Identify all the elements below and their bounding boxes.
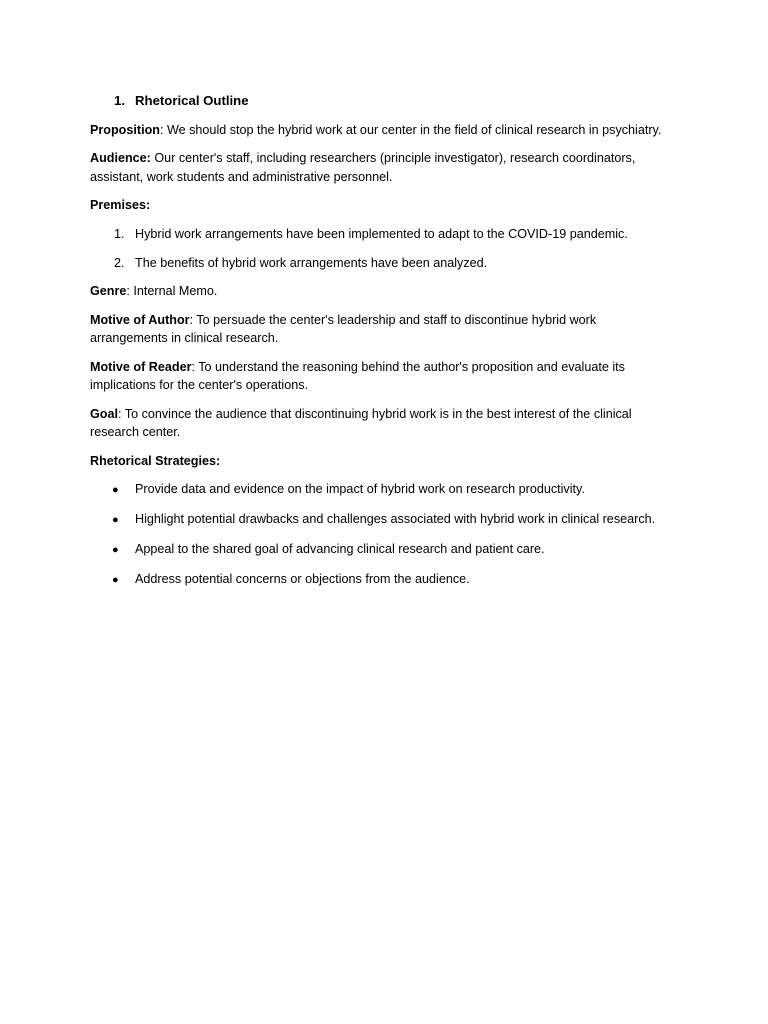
strategy-item (90, 540, 672, 560)
proposition-label: Proposition (90, 122, 160, 137)
motive-reader-text: : To understand the reasoning behind the author's proposition and evaluate its implications for the center's operations. (90, 359, 625, 392)
premises-label: Premises: (90, 198, 151, 212)
genre-text: : Internal Memo. (126, 284, 218, 298)
premise-number: 2. (114, 255, 125, 270)
premise-item (90, 254, 672, 273)
strategy-item (90, 510, 672, 530)
strategies-label-paragraph (90, 452, 672, 471)
section-heading (90, 92, 672, 111)
goal-text: : To convince the audience that discontinuing hybrid work is in the best interest of the clinical research center. (90, 406, 632, 439)
premises-label-paragraph (90, 196, 672, 215)
premises-list (90, 225, 672, 273)
genre-paragraph (90, 282, 672, 301)
audience-paragraph (90, 149, 672, 186)
proposition-paragraph (90, 121, 672, 140)
audience-label: Audience: (90, 151, 151, 165)
strategy-item (90, 480, 672, 500)
premise-text: The benefits of hybrid work arrangements have been analyzed. (135, 255, 488, 270)
premise-number: 1. (114, 226, 125, 241)
heading-title: Rhetorical Outline (135, 93, 249, 108)
motive-reader-label: Motive of Reader (90, 359, 192, 374)
strategy-item (90, 570, 672, 590)
strategy-text: Appeal to the shared goal of advancing clinical research and patient care. (135, 542, 545, 556)
bullet-icon: ● (112, 574, 119, 586)
motive-author-text: : To persuade the center's leadership and staff to discontinue hybrid work arrangements in clinical research. (90, 312, 597, 345)
bullet-icon: ● (112, 514, 119, 526)
genre-label: Genre (90, 284, 127, 298)
proposition-text: : We should stop the hybrid work at our center in the field of clinical research in psychiatry. (159, 122, 662, 137)
goal-label: Goal (90, 406, 118, 421)
bullet-icon: ● (112, 544, 119, 556)
goal-paragraph (90, 405, 672, 442)
bullet-icon: ● (112, 484, 119, 496)
audience-text: Our center's staff, including researchers (principle investigator), research coordinators, assistant, work students and administrative personnel. (90, 151, 636, 184)
motive-reader-paragraph (90, 358, 672, 395)
motive-author-label: Motive of Author (90, 312, 190, 327)
premise-item (90, 225, 672, 244)
strategies-label: Rhetorical Strategies: (90, 453, 221, 468)
premise-text: Hybrid work arrangements have been implemented to adapt to the COVID-19 pandemic. (135, 226, 628, 241)
strategy-text: Address potential concerns or objections from the audience. (135, 572, 470, 586)
strategy-text: Provide data and evidence on the impact of hybrid work on research productivity. (135, 482, 585, 496)
heading-number: 1. (114, 93, 125, 108)
strategy-text: Highlight potential drawbacks and challenges associated with hybrid work in clinical research. (135, 512, 656, 526)
motive-author-paragraph (90, 311, 672, 348)
strategies-list (90, 480, 672, 590)
